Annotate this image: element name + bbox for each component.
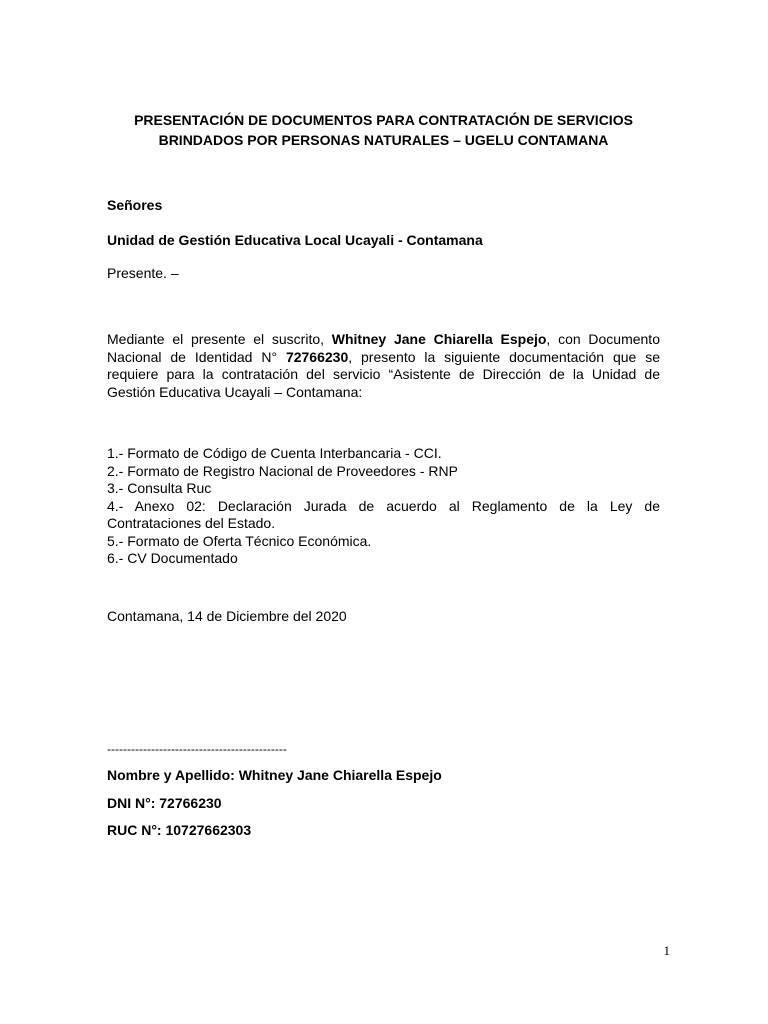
salutation: Señores — [107, 197, 163, 213]
list-item: 3.- Consulta Ruc — [107, 480, 212, 496]
list-item: 5.- Formato de Oferta Técnico Económica. — [107, 532, 372, 549]
signature-ruc: RUC N°: 10727662303 — [107, 822, 252, 838]
title-line-1: PRESENTACIÓN DE DOCUMENTOS PARA CONTRATACIÓN DE SERVICIOS — [134, 112, 633, 128]
body-part-1: Mediante el presente el suscrito, — [107, 331, 332, 347]
list-item: 2.- Formato de Registro Nacional de Proveedores - RNP — [107, 462, 458, 479]
documents-list — [107, 445, 660, 568]
signature-dni: DNI N°: 72766230 — [107, 795, 222, 811]
body-part-3: , presento la siguiente documentación que se requiere para la contratación del servicio “Asistente de Dirección de la Unidad de Gestión Educativa Ucayali – Contamana: — [107, 348, 660, 400]
list-item: 6.- CV Documentado — [107, 550, 238, 566]
addressee: Unidad de Gestión Educativa Local Ucayali - Contamana — [107, 232, 483, 248]
signature-name: Nombre y Apellido: Whitney Jane Chiarella Espejo — [107, 767, 442, 783]
date-line: Contamana, 14 de Diciembre del 2020 — [107, 608, 347, 624]
signature-line: --------------------------------------------- — [107, 742, 287, 756]
body-name: Whitney Jane Chiarella Espejo — [331, 331, 547, 347]
title-line-2: BRINDADOS POR PERSONAS NATURALES – UGELU CONTAMANA — [158, 132, 609, 148]
list-item: 4.- Anexo 02: Declaración Jurada de acuerdo al Reglamento de la Ley de Contrataciones del Estado. — [107, 497, 660, 531]
list-item: 1.- Formato de Código de Cuenta Interbancaria - CCI. — [107, 445, 442, 461]
body-part-2: , con Documento Nacional de Identidad N° — [107, 331, 660, 365]
body-dni: 72766230 — [285, 348, 349, 365]
presente-line: Presente. – — [107, 265, 179, 281]
page-number: 1 — [663, 943, 670, 958]
document-title — [107, 110, 660, 150]
body-paragraph — [107, 331, 660, 401]
